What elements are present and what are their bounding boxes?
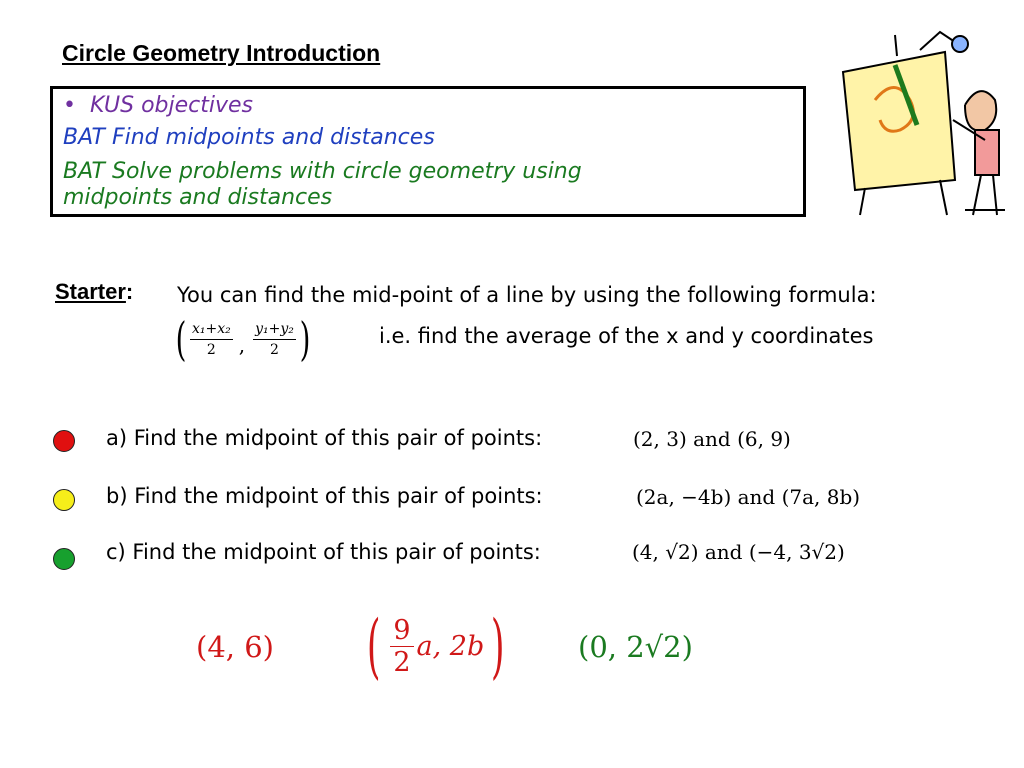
formula-open-paren: (	[175, 312, 187, 366]
starter-label-text: Starter	[55, 279, 126, 304]
objective-circle-geometry-cont: midpoints and distances	[63, 185, 333, 210]
objective-midpoints: BAT Find midpoints and distances	[63, 125, 435, 150]
question-a: a) Find the midpoint of this pair of points:	[106, 426, 543, 450]
starter-label	[55, 279, 133, 305]
question-b-points: (2a, −4b) and (7a, 8b)	[636, 485, 861, 509]
formula-y-denominator: 2	[269, 341, 279, 358]
page-title: Circle Geometry Introduction	[62, 40, 381, 66]
difficulty-dot-yellow	[53, 489, 75, 511]
answer-b-numerator: 9	[390, 615, 413, 647]
answer-b-open-paren: (	[366, 605, 381, 687]
formula-close-paren: )	[299, 312, 311, 366]
answer-b-denominator: 2	[393, 646, 411, 678]
answer-c: (0, 2√2)	[578, 630, 693, 664]
question-c-points: (4, √2) and (−4, 3√2)	[632, 540, 845, 564]
objectives-box	[50, 86, 806, 217]
formula-x-numerator: x₁+x₂	[190, 321, 233, 340]
difficulty-dot-green	[53, 548, 75, 570]
question-a-points: (2, 3) and (6, 9)	[633, 427, 791, 451]
objectives-header-text: KUS objectives	[89, 93, 253, 118]
starter-intro: You can find the mid-point of a line by using the following formula:	[177, 283, 877, 307]
midpoint-formula	[172, 311, 314, 367]
objective-circle-geometry: BAT Solve problems with circle geometry using	[63, 159, 582, 184]
objectives-header: • KUS objectives	[63, 93, 253, 118]
question-b: b) Find the midpoint of this pair of points:	[106, 484, 543, 508]
answer-b-rest: a, 2b	[416, 630, 485, 662]
answer-a: (4, 6)	[196, 630, 274, 664]
answer-b-fraction	[390, 615, 413, 678]
artist-easel-illustration	[835, 30, 1010, 225]
formula-x-denominator: 2	[206, 341, 216, 358]
formula-y-numerator: y₁+y₂	[253, 321, 296, 340]
difficulty-dot-red	[53, 430, 75, 452]
formula-x-fraction	[190, 321, 233, 358]
formula-y-fraction	[253, 321, 296, 358]
answer-b	[360, 600, 512, 692]
answer-b-close-paren: )	[491, 605, 505, 687]
formula-comma: ,	[238, 333, 246, 357]
formula-explanation: i.e. find the average of the x and y coordinates	[379, 324, 874, 348]
question-c: c) Find the midpoint of this pair of points:	[106, 540, 541, 564]
starter-colon: :	[125, 279, 134, 304]
